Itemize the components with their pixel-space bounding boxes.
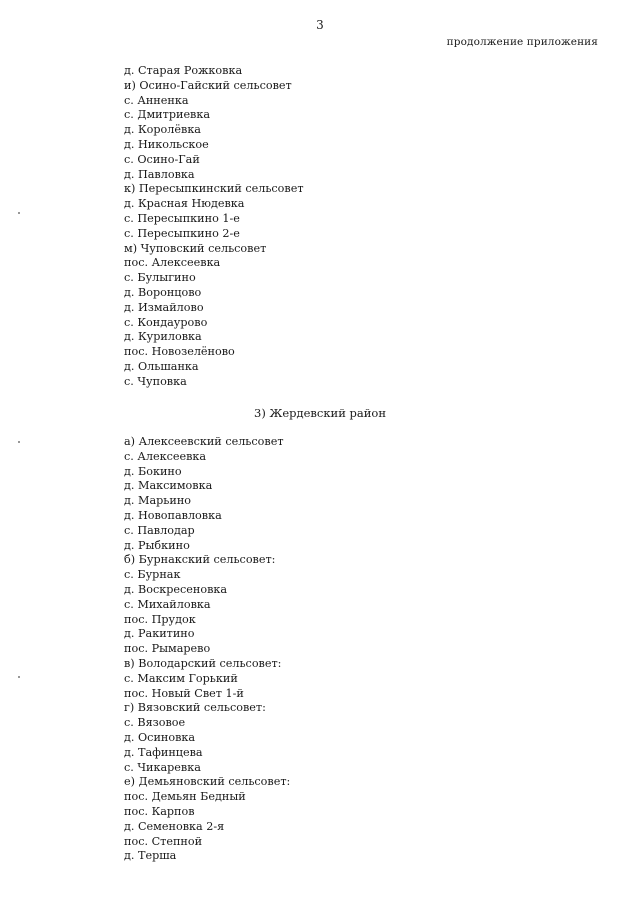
list-item: г) Вязовский сельсовет: xyxy=(124,701,266,715)
settlement-list-second xyxy=(124,435,290,864)
list-item: д. Семеновка 2-я xyxy=(124,819,225,833)
list-item: д. Воронцово xyxy=(124,285,202,299)
list-item: пос. Новый Свет 1-й xyxy=(124,686,244,700)
list-item: с. Павлодар xyxy=(124,523,195,537)
list-item: в) Володарский сельсовет: xyxy=(124,656,282,670)
list-item: д. Павловка xyxy=(124,167,195,181)
list-item: с. Дмитриевка xyxy=(124,108,211,122)
list-item: пос. Алексеевка xyxy=(124,256,221,270)
list-item: с. Пересыпкино 2-е xyxy=(124,226,240,240)
list-item: с. Чуповка xyxy=(124,374,187,388)
list-item: и) Осино-Гайский сельсовет xyxy=(124,78,292,92)
list-item: пос. Рымарево xyxy=(124,642,211,656)
list-item: пос. Степной xyxy=(124,834,203,848)
margin-mark xyxy=(18,441,20,443)
list-item: д. Никольское xyxy=(124,137,209,151)
list-item: с. Кондаурово xyxy=(124,315,208,329)
continuation-note: продолжение приложения xyxy=(446,36,598,48)
list-item: е) Демьяновский сельсовет: xyxy=(124,775,291,789)
list-item: д. Куриловка xyxy=(124,330,202,344)
list-item: с. Максим Горький xyxy=(124,671,238,685)
list-item: д. Терша xyxy=(124,849,177,863)
list-item: б) Бурнакский сельсовет: xyxy=(124,553,276,567)
list-item: пос. Прудок xyxy=(124,612,196,626)
list-item: а) Алексеевский сельсовет xyxy=(124,435,284,448)
settlement-list-first xyxy=(124,64,304,390)
list-item: пос. Новозелёново xyxy=(124,345,235,359)
list-item: д. Тафинцева xyxy=(124,745,203,759)
list-item: с. Чикаревка xyxy=(124,760,201,774)
list-item: с. Осино-Гай xyxy=(124,152,200,166)
margin-mark xyxy=(18,676,20,678)
list-item: пос. Карпов xyxy=(124,804,195,818)
list-item: пос. Демьян Бедный xyxy=(124,790,246,804)
list-item: с. Булыгино xyxy=(124,271,196,285)
list-item: д. Ольшанка xyxy=(124,359,199,373)
list-item: д. Максимовка xyxy=(124,479,213,493)
list-item: д. Воскресеновка xyxy=(124,582,228,596)
list-item: д. Бокино xyxy=(124,464,182,478)
list-item: к) Пересыпкинский сельсовет xyxy=(124,182,304,196)
margin-mark xyxy=(18,212,20,214)
list-item: с. Алексеевка xyxy=(124,449,207,463)
list-item: д. Красная Нюдевка xyxy=(124,197,245,211)
list-item: д. Новопавловка xyxy=(124,508,222,522)
list-item: д. Королёвка xyxy=(124,123,201,137)
list-item: д. Измайлово xyxy=(124,300,204,314)
list-item: д. Ракитино xyxy=(124,627,195,641)
list-item: д. Осиновка xyxy=(124,730,196,744)
list-item: с. Пересыпкино 1-е xyxy=(124,211,240,225)
list-item: с. Бурнак xyxy=(124,568,181,582)
page-number: 3 xyxy=(316,18,324,32)
list-item: д. Марьино xyxy=(124,494,192,508)
list-item: д. Рыбкино xyxy=(124,538,190,552)
list-item: м) Чуповский сельсовет xyxy=(124,241,267,255)
section-heading: 3) Жердевский район xyxy=(254,406,386,420)
list-item: с. Анненка xyxy=(124,93,189,107)
list-item: с. Михайловка xyxy=(124,597,211,611)
list-item: д. Старая Рожковка xyxy=(124,64,243,77)
list-item: с. Вязовое xyxy=(124,716,186,730)
